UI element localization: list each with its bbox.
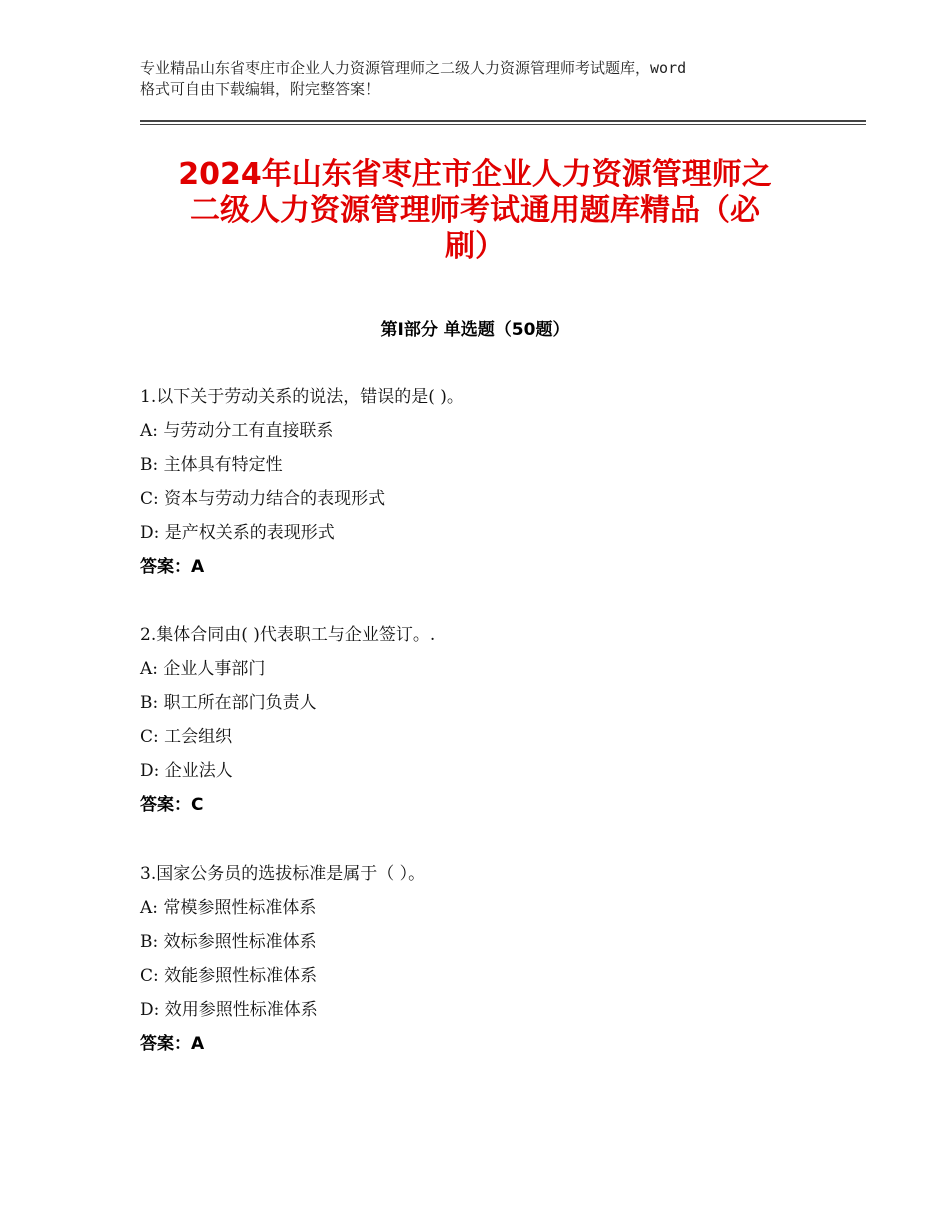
option-c: C: 工会组织 (140, 727, 233, 747)
question-stem: 2.集体合同由( )代表职工与企业签订。. (140, 625, 436, 645)
header-divider-thick (140, 120, 866, 122)
question-2 (140, 618, 840, 822)
header-note-line-2: 格式可自由下载编辑，附完整答案！ (140, 80, 381, 98)
title-line-3: 刷） (445, 229, 505, 264)
header-note-line-1: 专业精品山东省枣庄市企业人力资源管理师之二级人力资源管理师考试题库，word (140, 59, 687, 77)
title-line-1: 2024年山东省枣庄市企业人力资源管理师之 (178, 157, 772, 192)
section-heading: 第Ⅰ部分 单选题（50题） (380, 320, 570, 340)
question-stem: 3.国家公务员的选拔标准是属于（ ）。 (140, 864, 426, 884)
title-line-2: 二级人力资源管理师考试通用题库精品（必 (190, 193, 760, 228)
answer: 答案：A (140, 1034, 205, 1054)
header-divider-thin (140, 124, 866, 125)
option-d: D: 效用参照性标准体系 (140, 1000, 318, 1020)
question-3 (140, 857, 840, 1061)
option-b: B: 主体具有特定性 (140, 455, 283, 475)
option-d: D: 企业法人 (140, 761, 233, 781)
option-c: C: 资本与劳动力结合的表现形式 (140, 489, 386, 509)
header-note (140, 58, 830, 100)
option-c: C: 效能参照性标准体系 (140, 966, 318, 986)
question-1 (140, 380, 840, 584)
option-b: B: 效标参照性标准体系 (140, 932, 317, 952)
answer: 答案：A (140, 557, 205, 577)
question-stem: 1.以下关于劳动关系的说法，错误的是( )。 (140, 387, 464, 407)
option-b: B: 职工所在部门负责人 (140, 693, 317, 713)
option-a: A: 与劳动分工有直接联系 (140, 421, 334, 441)
option-a: A: 常模参照性标准体系 (140, 898, 317, 918)
option-d: D: 是产权关系的表现形式 (140, 523, 335, 543)
option-a: A: 企业人事部门 (140, 659, 266, 679)
answer: 答案：C (140, 795, 204, 815)
document-title (140, 157, 810, 265)
